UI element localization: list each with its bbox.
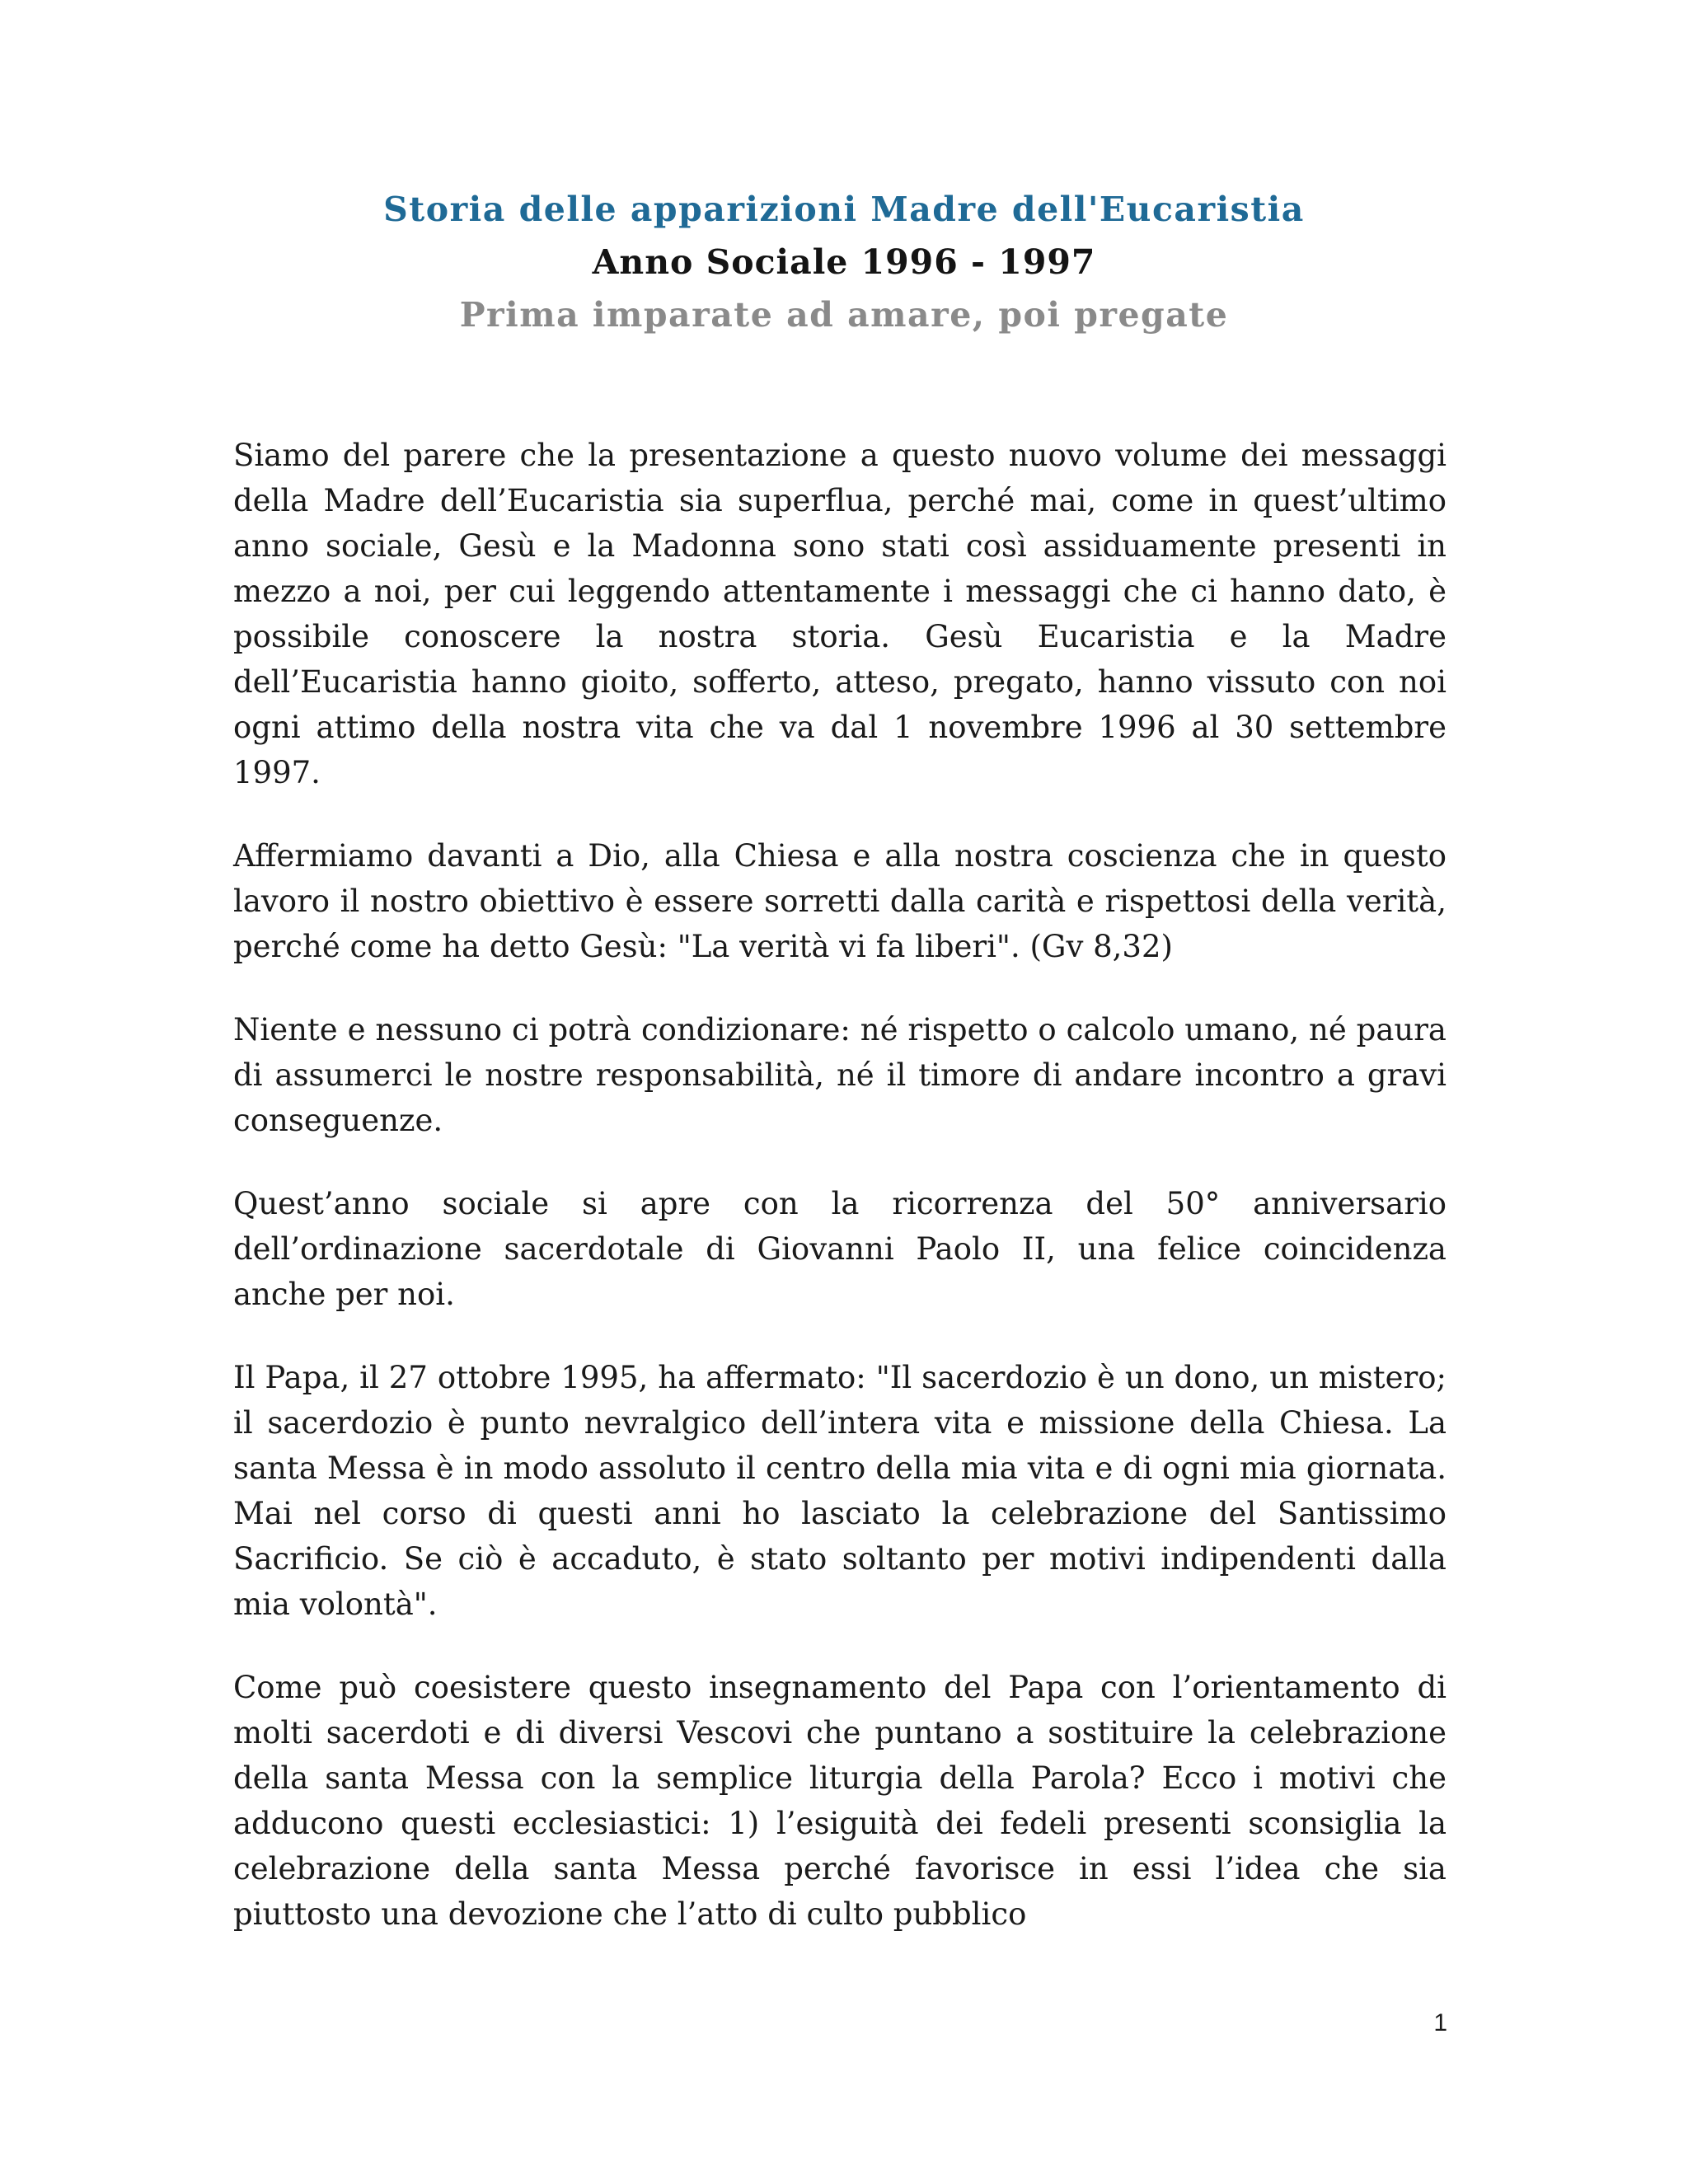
- document-body: [233, 433, 1447, 1975]
- page-number: 1: [1433, 2009, 1447, 2036]
- document-year: Anno Sociale 1996 - 1997: [592, 242, 1096, 282]
- paragraph-2: Affermiamo davanti a Dio, alla Chiesa e alla nostra coscienza che in questo lavoro il nostro obiettivo è essere sorretti dalla carità e rispettosi della verità, perché come ha detto Gesù: "La verità vi fa liberi". (Gv 8,32): [233, 838, 1447, 964]
- paragraph-3: Niente e nessuno ci potrà condizionare: né rispetto o calcolo umano, né paura di assumerci le nostre responsabilità, né il timore di andare incontro a gravi conseguenze.: [233, 1012, 1447, 1138]
- document-subtitle: Prima imparate ad amare, poi pregate: [459, 295, 1229, 335]
- paragraph-1: Siamo del parere che la presentazione a questo nuovo volume dei messaggi della Madre dell’Eucaristia sia superflua, perché mai, come in quest’ultimo anno sociale, Gesù e la Madonna sono stati così assiduamente presenti in mezzo a noi, per cui leggendo attentamente i messaggi che ci hanno dato, è possibile conoscere la nostra storia. Gesù Eucaristia e la Madre dell’Eucaristia hanno gioito, sofferto, atteso, pregato, hanno vissuto con noi ogni attimo della nostra vita che va dal 1 novembre 1996 al 30 settembre 1997.: [233, 438, 1447, 790]
- document-title: Storia delle apparizioni Madre dell'Eucaristia: [383, 190, 1305, 229]
- document-header: [0, 183, 1688, 341]
- paragraph-5: Il Papa, il 27 ottobre 1995, ha affermato: "Il sacerdozio è un dono, un mistero; il sacerdozio è punto nevralgico dell’intera vita e missione della Chiesa. La santa Messa è in modo assoluto il centro della mia vita e di ogni mia giornata. Mai nel corso di questi anni ho lasciato la celebrazione del Santissimo Sacrificio. Se ciò è accaduto, è stato soltanto per motivi indipendenti dalla mia volontà".: [233, 1360, 1447, 1622]
- paragraph-6: Come può coesistere questo insegnamento del Papa con l’orientamento di molti sacerdoti e di diversi Vescovi che puntano a sostituire la celebrazione della santa Messa con la semplice liturgia della Parola? Ecco i motivi che adducono questi ecclesiastici: 1) l’esiguità dei fedeli presenti sconsiglia la celebrazione della santa Messa perché favorisce in essi l’idea che sia piuttosto una devozione che l’atto di culto pubblico: [233, 1670, 1447, 1932]
- paragraph-4: Quest’anno sociale si apre con la ricorrenza del 50° anniversario dell’ordinazione sacerdotale di Giovanni Paolo II, una felice coincidenza anche per noi.: [233, 1186, 1447, 1312]
